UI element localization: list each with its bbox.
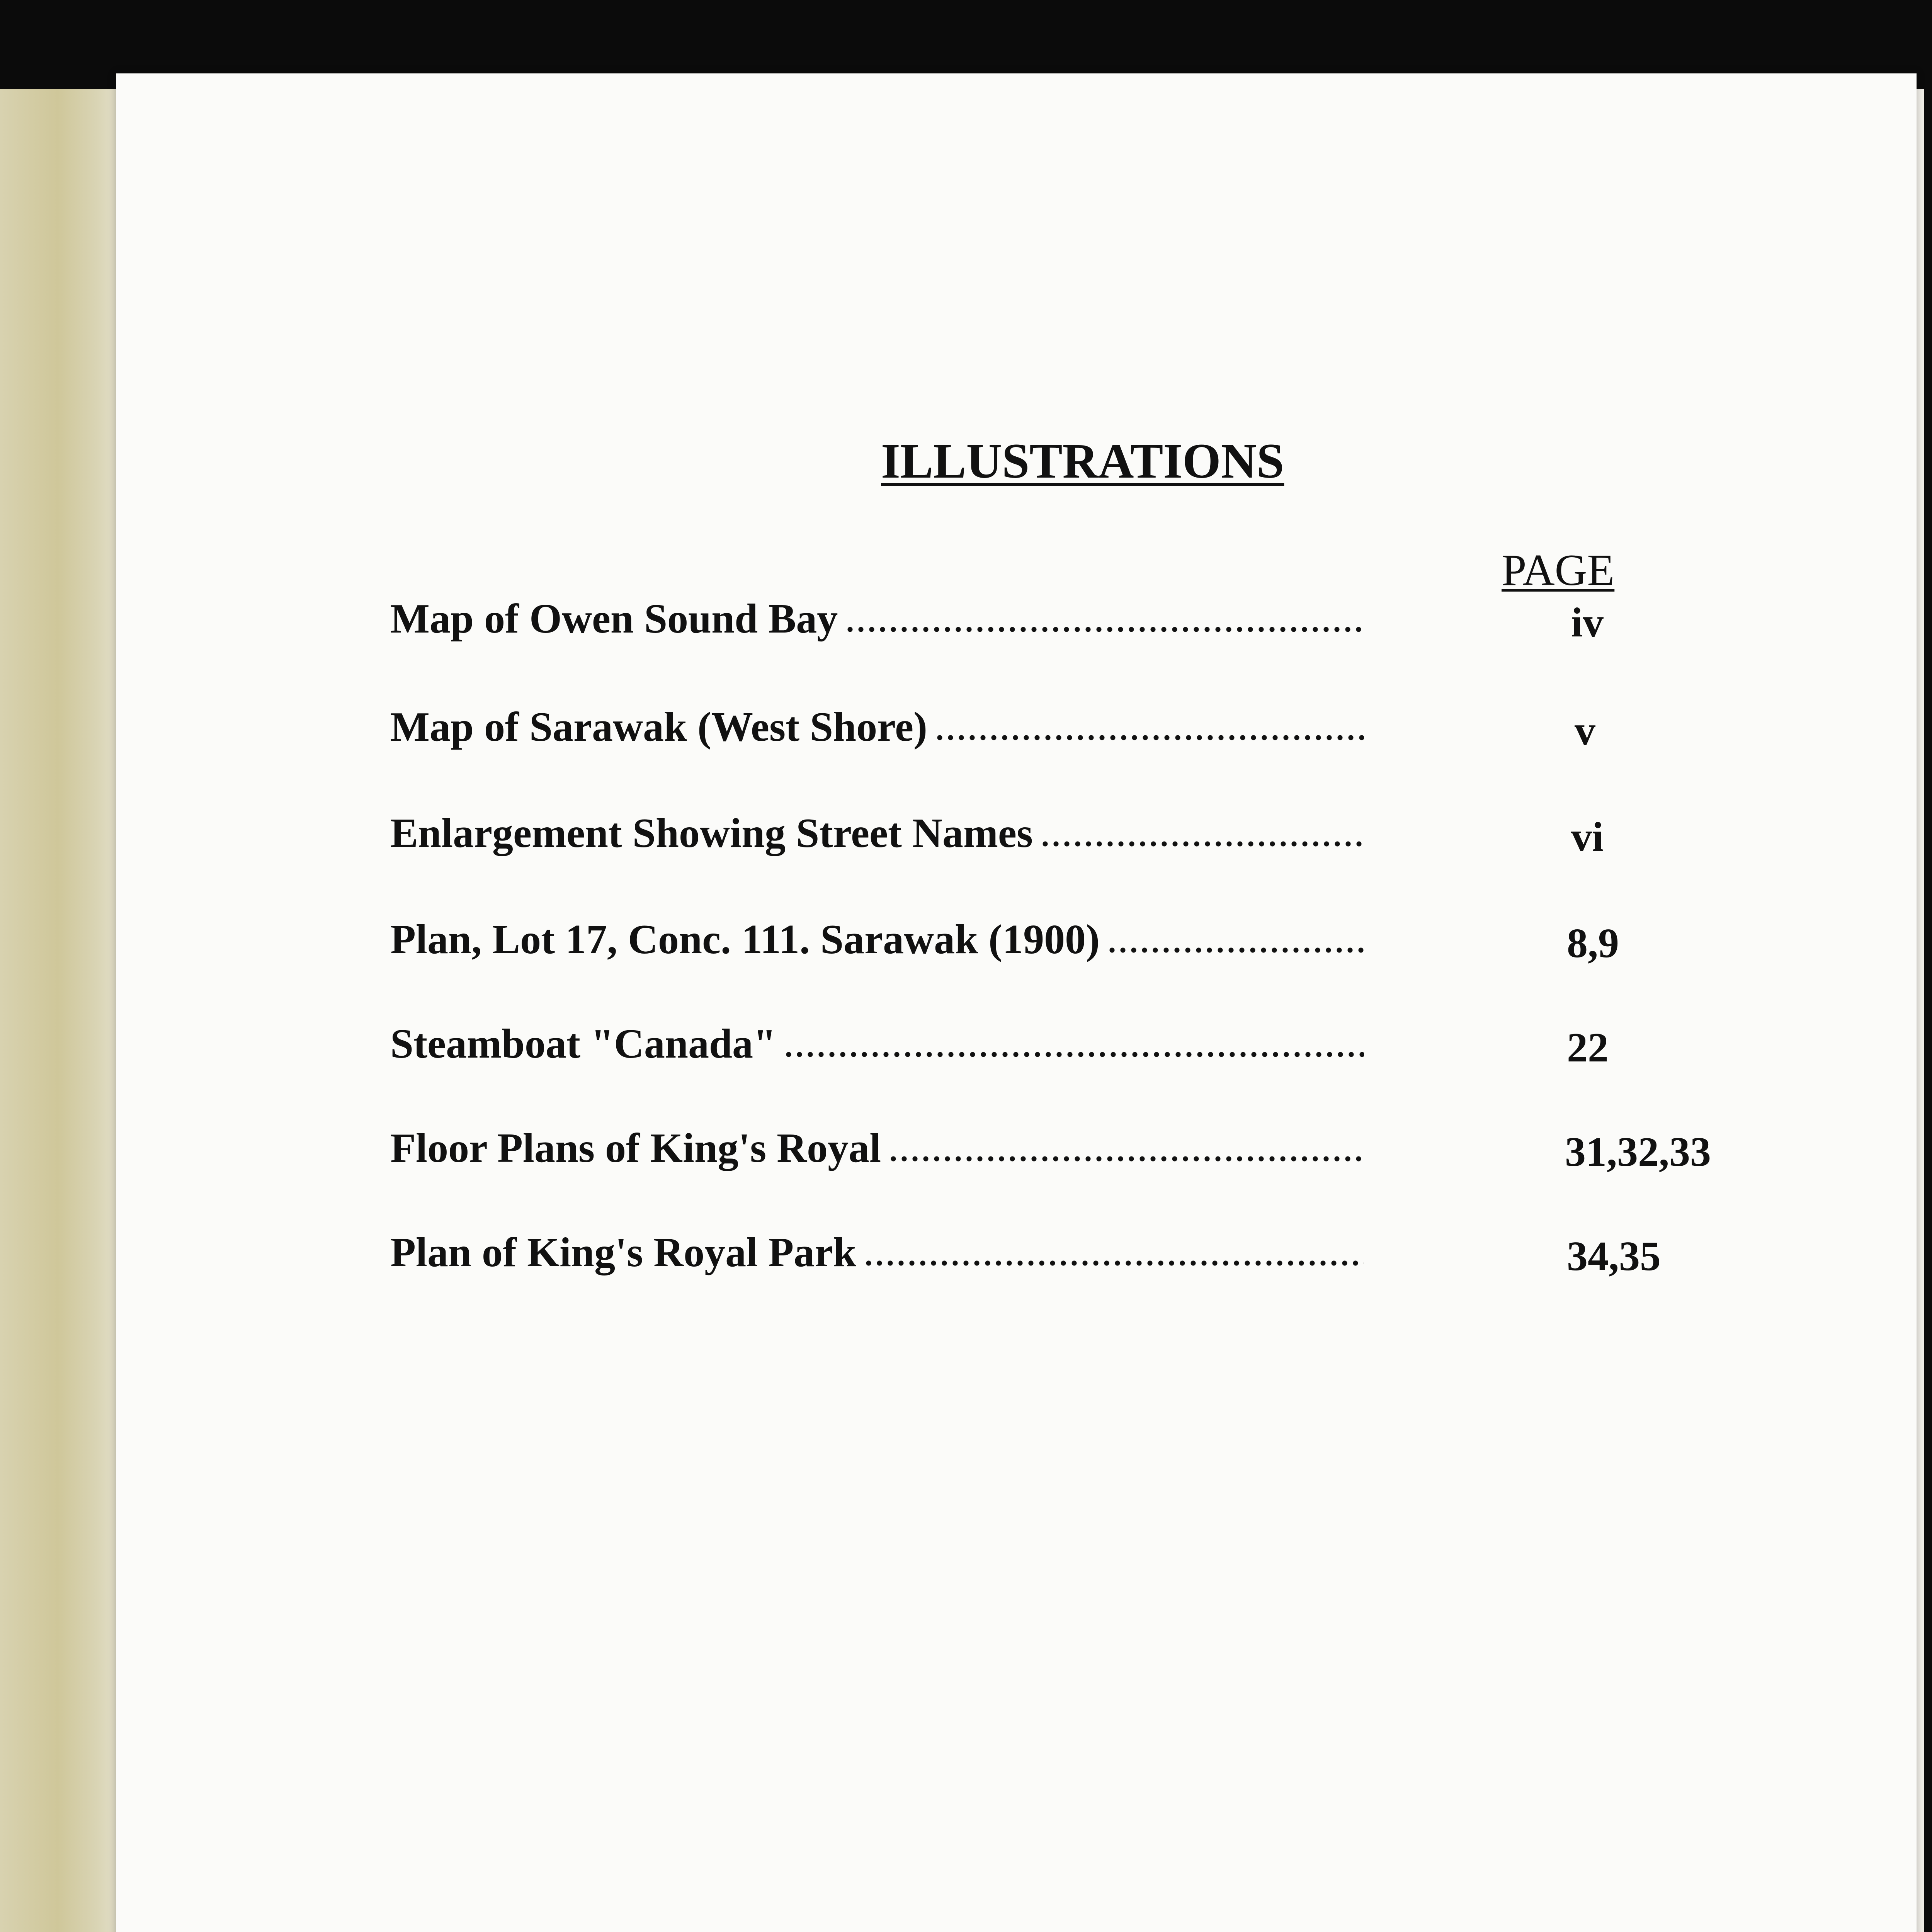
page-title: ILLUSTRATIONS <box>881 434 1284 488</box>
document-page <box>116 73 1917 1932</box>
page-column-header: PAGE <box>1502 546 1615 595</box>
illustration-title: Floor Plans of King's Royal <box>390 1125 881 1171</box>
list-item <box>390 703 1364 751</box>
list-item <box>390 810 1364 857</box>
dot-leader <box>1040 841 1364 847</box>
dot-leader <box>1107 947 1364 953</box>
dot-leader <box>845 626 1364 633</box>
list-item <box>390 1229 1364 1277</box>
illustration-title: Plan of King's Royal Park <box>390 1230 857 1276</box>
illustration-page: 34,35 <box>1567 1233 1661 1279</box>
dot-leader <box>934 735 1364 741</box>
illustration-title: Enlargement Showing Street Names <box>390 810 1033 856</box>
illustration-title: Plan, Lot 17, Conc. 111. Sarawak (1900) <box>390 917 1100 963</box>
illustration-title: Steamboat "Canada" <box>390 1021 776 1067</box>
illustration-title: Map of Owen Sound Bay <box>390 596 838 642</box>
dot-leader <box>863 1260 1364 1266</box>
list-item <box>390 595 1364 643</box>
illustration-page: vi <box>1571 814 1604 860</box>
illustration-page: 22 <box>1567 1025 1609 1071</box>
illustration-page: 31,32,33 <box>1565 1129 1711 1175</box>
illustration-page: 8,9 <box>1567 920 1619 966</box>
dot-leader <box>783 1051 1364 1058</box>
illustration-page: v <box>1575 708 1595 754</box>
illustration-title: Map of Sarawak (West Shore) <box>390 704 927 750</box>
dot-leader <box>888 1156 1364 1162</box>
illustration-page: iv <box>1571 600 1604 646</box>
list-item <box>390 1020 1364 1068</box>
list-item <box>390 1124 1364 1172</box>
list-item <box>390 916 1364 964</box>
